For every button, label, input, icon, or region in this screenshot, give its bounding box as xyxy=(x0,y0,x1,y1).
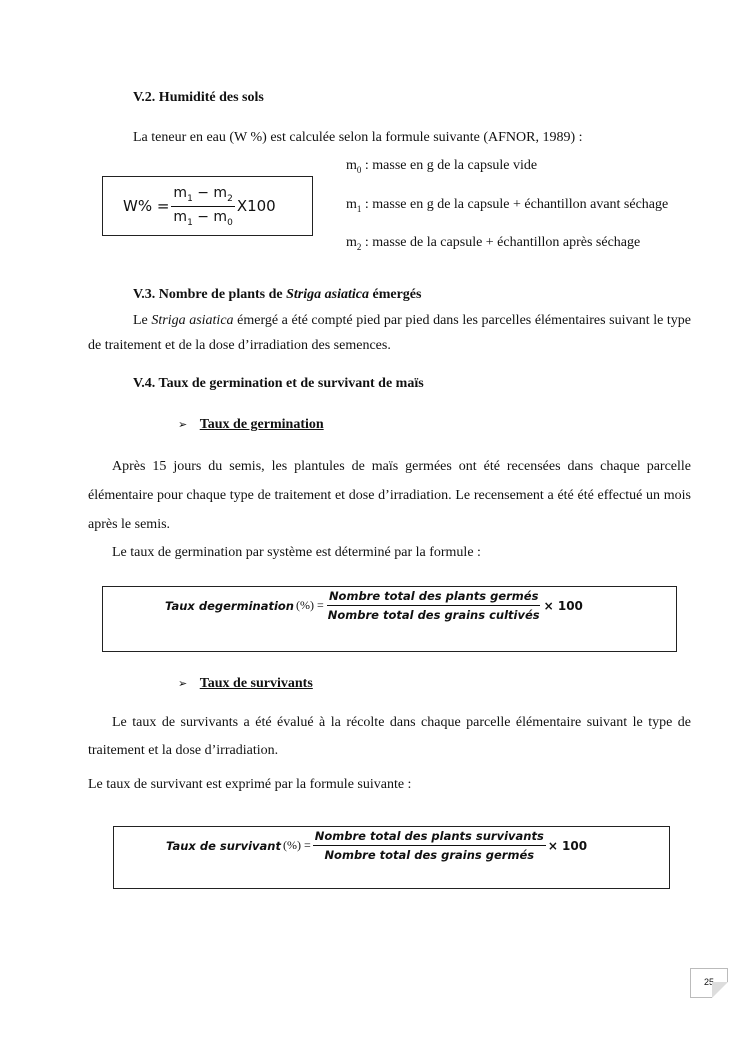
germination-formula-box xyxy=(102,586,677,652)
survivants-formula-pct: (%) = xyxy=(282,838,311,852)
germination-paragraph: Après 15 jours du semis, les plantules de maïs germées ont été recensées dans chaque parcelle élémentaire pour chaque type de traitement et dose d’irradiation. Le recensement a été été effectué un mois après le semis. xyxy=(88,459,691,532)
subheading-survivants: Taux de survivants xyxy=(199,676,313,691)
germination-denominator: Nombre total des grains cultivés xyxy=(327,608,540,622)
def-m2: $m_2$ : masse de la capsule + échantillon après séchage xyxy=(346,235,641,252)
formula-fraction xyxy=(171,185,234,228)
germination-fraction xyxy=(326,589,542,622)
survivants-formula-lhs: Taux de survivant xyxy=(166,838,281,853)
survivants-formula xyxy=(166,829,587,862)
formula-tail: X100 xyxy=(236,197,276,216)
germination-formula xyxy=(165,589,583,622)
section-heading-v4: V.4. Taux de germination et de survivant de maïs xyxy=(133,376,424,391)
germination-formula-pct: (%) = xyxy=(295,598,324,612)
survivants-fraction xyxy=(313,829,546,862)
survivants-formula-tail: × 100 xyxy=(547,838,588,853)
bullet-germination xyxy=(178,417,324,433)
section-heading-v2: V.2. Humidité des sols xyxy=(133,90,264,105)
germination-formula-intro: Le taux de germination par système est déterminé par la formule : xyxy=(112,545,481,560)
formula-numerator: $m_1 - m_2$ xyxy=(171,185,234,207)
germination-numerator: Nombre total des plants germés xyxy=(327,589,541,606)
humidity-formula xyxy=(123,185,276,228)
survivants-denominator: Nombre total des grains germés xyxy=(324,848,535,862)
survivants-formula-intro: Le taux de survivant est exprimé par la formule suivante : xyxy=(88,777,412,792)
germination-formula-lhs: Taux degermination xyxy=(165,598,294,613)
bullet-survivants xyxy=(178,676,313,692)
humidity-formula-box xyxy=(102,176,313,236)
section-heading-v3: V.3. Nombre de plants de Striga asiatica émergés xyxy=(133,287,422,302)
def-m1: $m_1$ : masse en g de la capsule + échantillon avant séchage xyxy=(346,197,669,214)
page-fold-icon xyxy=(712,982,728,998)
page-number: 25 xyxy=(703,977,714,987)
survivants-formula-box xyxy=(113,826,670,889)
page-number-box xyxy=(690,968,728,998)
survivants-paragraph: Le taux de survivants a été évalué à la récolte dans chaque parcelle élémentaire suivant le type de traitement et la dose d’irradiation. xyxy=(88,715,691,758)
survivants-numerator: Nombre total des plants survivants xyxy=(313,829,546,846)
humidity-intro: La teneur en eau (W %) est calculée selon la formule suivante (AFNOR, 1989) : xyxy=(133,130,583,145)
arrow-bullet-icon: ➢ xyxy=(178,419,188,431)
formula-denominator: $m_1 - m_0$ xyxy=(173,208,233,228)
arrow-bullet-icon: ➢ xyxy=(178,678,188,690)
formula-lhs: W% = xyxy=(123,197,170,216)
striga-paragraph: Le Striga asiatica émergé a été compté pied par pied dans les parcelles élémentaires suivant le type de traitement et de la dose d’irradiation des semences. xyxy=(88,313,692,353)
def-m0: $m_0$ : masse en g de la capsule vide xyxy=(346,158,538,175)
subheading-germination: Taux de germination xyxy=(199,417,324,432)
germination-formula-tail: × 100 xyxy=(543,598,583,613)
